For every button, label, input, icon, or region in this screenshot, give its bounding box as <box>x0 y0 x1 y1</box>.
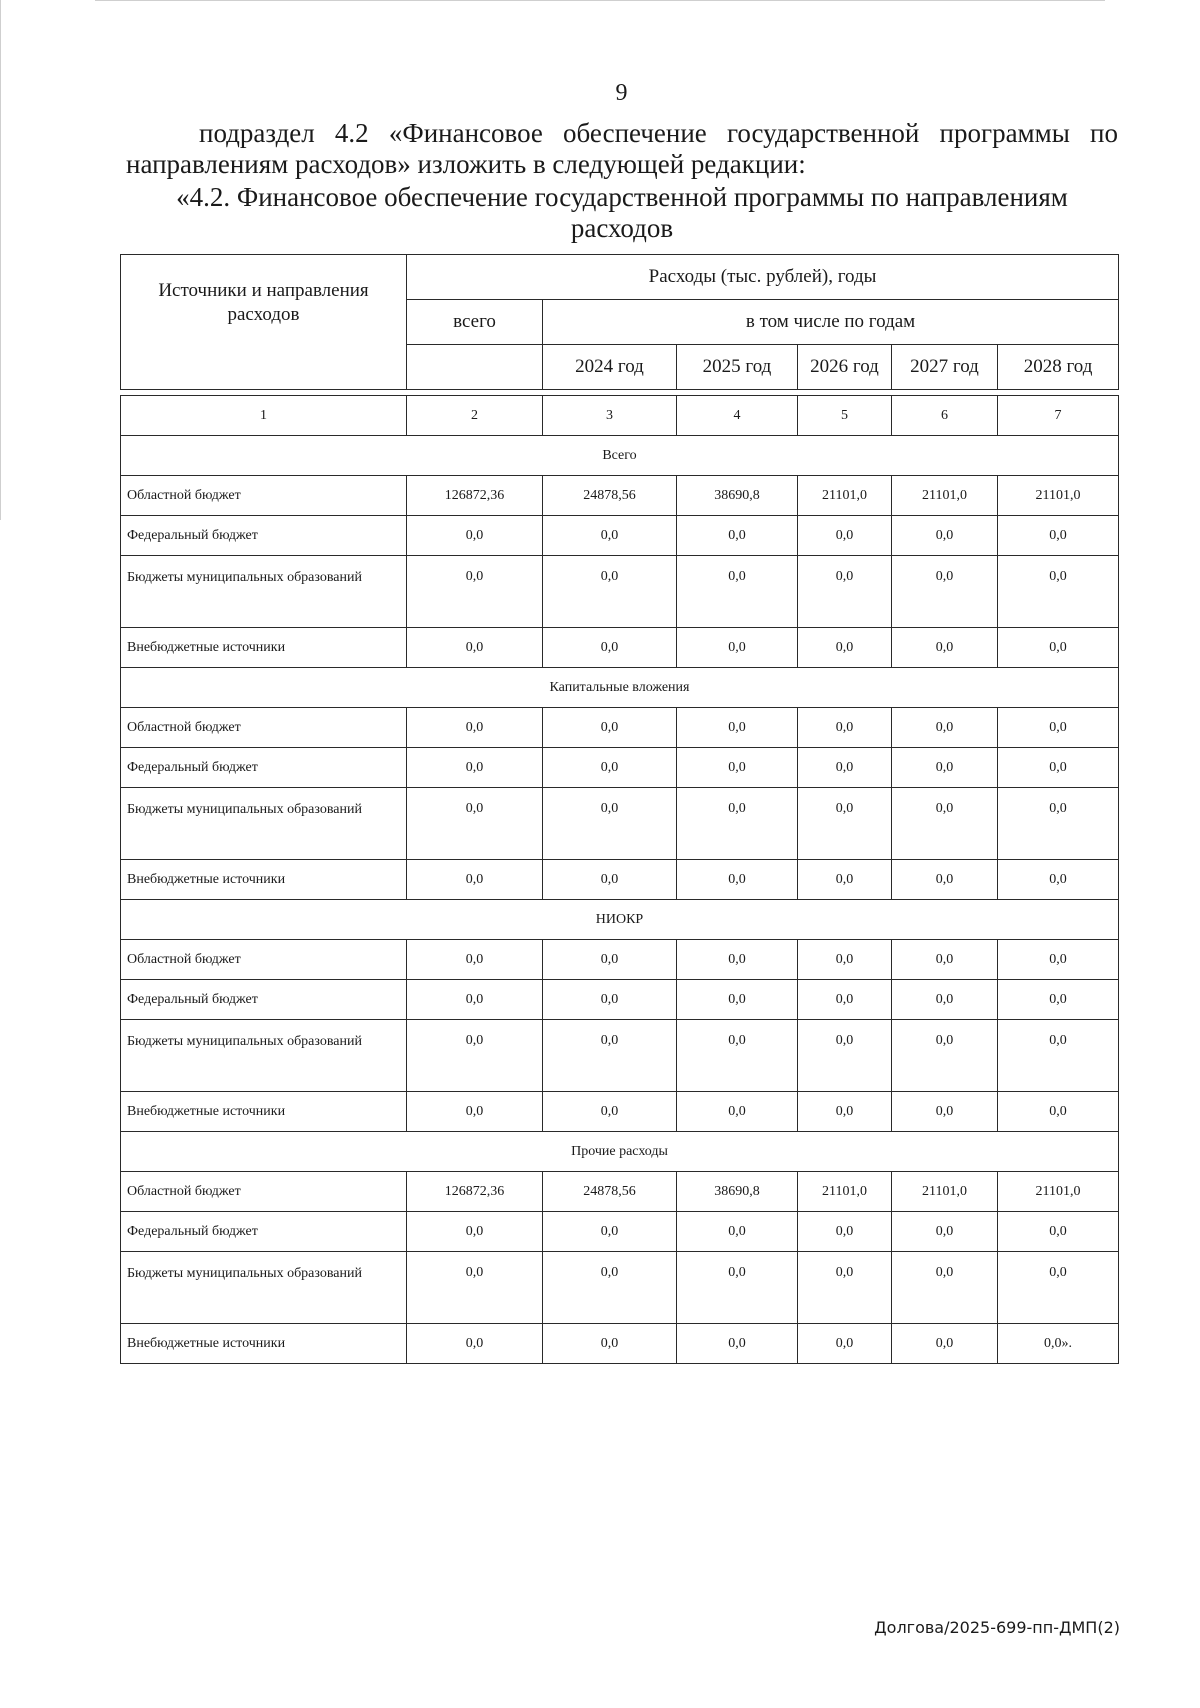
value-cell: 24878,56 <box>543 1172 677 1212</box>
value-cell: 0,0 <box>677 516 798 556</box>
value-cell: 0,0 <box>892 708 998 748</box>
value-cell: 0,0 <box>677 556 798 628</box>
value-cell: 0,0 <box>543 1324 677 1364</box>
table-row <box>121 1172 1119 1212</box>
row-label: Областной бюджет <box>121 708 407 748</box>
value-cell: 0,0 <box>798 860 892 900</box>
value-cell: 0,0 <box>407 940 543 980</box>
value-cell: 38690,8 <box>677 1172 798 1212</box>
value-cell: 21101,0 <box>892 476 998 516</box>
section-heading: «4.2. Финансовое обеспечение государственной программы по направлениям расходов <box>176 182 1068 243</box>
value-cell: 0,0 <box>407 980 543 1020</box>
table-row <box>121 1252 1119 1324</box>
value-cell: 0,0 <box>892 1324 998 1364</box>
value-cell: 0,0 <box>543 516 677 556</box>
column-number-row <box>121 396 1119 436</box>
value-cell: 24878,56 <box>543 476 677 516</box>
row-label: Внебюджетные источники <box>121 1092 407 1132</box>
value-cell: 0,0 <box>407 1212 543 1252</box>
value-cell: 0,0». <box>998 1324 1119 1364</box>
value-cell: 0,0 <box>998 1020 1119 1092</box>
value-cell: 0,0 <box>407 1252 543 1324</box>
value-cell: 0,0 <box>798 516 892 556</box>
value-cell: 0,0 <box>892 788 998 860</box>
value-cell: 21101,0 <box>998 1172 1119 1212</box>
value-cell: 0,0 <box>892 980 998 1020</box>
value-cell: 0,0 <box>998 940 1119 980</box>
value-cell: 0,0 <box>677 788 798 860</box>
value-cell: 0,0 <box>677 748 798 788</box>
value-cell: 0,0 <box>677 628 798 668</box>
table-row <box>121 940 1119 980</box>
table-header <box>120 254 1119 390</box>
row-label: Внебюджетные источники <box>121 860 407 900</box>
value-cell: 0,0 <box>998 628 1119 668</box>
total-header-blank <box>407 345 543 390</box>
value-cell: 21101,0 <box>798 476 892 516</box>
value-cell: 0,0 <box>407 1020 543 1092</box>
value-cell: 0,0 <box>407 860 543 900</box>
value-cell: 0,0 <box>543 1252 677 1324</box>
value-cell: 126872,36 <box>407 1172 543 1212</box>
table-row <box>121 556 1119 628</box>
table-row <box>121 1212 1119 1252</box>
value-cell: 0,0 <box>798 1020 892 1092</box>
value-cell: 0,0 <box>798 980 892 1020</box>
value-cell: 0,0 <box>798 788 892 860</box>
value-cell: 0,0 <box>407 1092 543 1132</box>
scan-border-top <box>95 0 1105 1</box>
value-cell: 0,0 <box>677 1092 798 1132</box>
value-cell: 0,0 <box>892 1252 998 1324</box>
row-label: Внебюджетные источники <box>121 1324 407 1364</box>
value-cell: 0,0 <box>677 860 798 900</box>
value-cell: 0,0 <box>998 980 1119 1020</box>
row-label: Внебюджетные источники <box>121 628 407 668</box>
value-cell: 0,0 <box>677 1324 798 1364</box>
value-cell: 0,0 <box>892 748 998 788</box>
year-header: 2027 год <box>892 345 998 390</box>
table-row <box>121 1092 1119 1132</box>
row-label: Бюджеты муниципальных образований <box>121 556 407 628</box>
section-title: Всего <box>121 436 1119 476</box>
value-cell: 0,0 <box>998 556 1119 628</box>
section-title: Капитальные вложения <box>121 668 1119 708</box>
value-cell: 0,0 <box>998 748 1119 788</box>
section-row <box>121 668 1119 708</box>
value-cell: 0,0 <box>407 788 543 860</box>
column-number-cell: 5 <box>798 396 892 436</box>
year-header: 2025 год <box>677 345 798 390</box>
value-cell: 0,0 <box>543 788 677 860</box>
column-number-cell: 6 <box>892 396 998 436</box>
value-cell: 0,0 <box>892 516 998 556</box>
table-row <box>121 628 1119 668</box>
document-signature: Долгова/2025-699-пп-ДМП(2) <box>874 1618 1120 1637</box>
value-cell: 0,0 <box>407 748 543 788</box>
value-cell: 0,0 <box>892 940 998 980</box>
row-label: Федеральный бюджет <box>121 748 407 788</box>
column-number-cell: 7 <box>998 396 1119 436</box>
row-label: Бюджеты муниципальных образований <box>121 1252 407 1324</box>
value-cell: 0,0 <box>892 556 998 628</box>
row-label: Областной бюджет <box>121 940 407 980</box>
row-label: Федеральный бюджет <box>121 1212 407 1252</box>
row-label: Федеральный бюджет <box>121 516 407 556</box>
row-label: Областной бюджет <box>121 476 407 516</box>
section-row <box>121 1132 1119 1172</box>
row-label: Федеральный бюджет <box>121 980 407 1020</box>
value-cell: 0,0 <box>998 1092 1119 1132</box>
year-header: 2028 год <box>998 345 1119 390</box>
intro-paragraph: подраздел 4.2 «Финансовое обеспечение государственной программы по направлениям расходов» изложить в следующей редакции: <box>126 118 1118 179</box>
table-row <box>121 476 1119 516</box>
value-cell: 0,0 <box>892 1020 998 1092</box>
value-cell: 21101,0 <box>892 1172 998 1212</box>
value-cell: 0,0 <box>543 980 677 1020</box>
value-cell: 0,0 <box>543 1212 677 1252</box>
table-row <box>121 1020 1119 1092</box>
table-row <box>121 1324 1119 1364</box>
row-label: Областной бюджет <box>121 1172 407 1212</box>
value-cell: 21101,0 <box>998 476 1119 516</box>
value-cell: 0,0 <box>543 748 677 788</box>
value-cell: 0,0 <box>543 556 677 628</box>
page-number: 9 <box>615 80 628 106</box>
value-cell: 0,0 <box>407 1324 543 1364</box>
sources-header: Источники и направления расходов <box>121 255 407 390</box>
value-cell: 38690,8 <box>677 476 798 516</box>
column-number-cell: 3 <box>543 396 677 436</box>
row-label: Бюджеты муниципальных образований <box>121 788 407 860</box>
column-number-cell: 2 <box>407 396 543 436</box>
value-cell: 0,0 <box>677 1212 798 1252</box>
value-cell: 0,0 <box>892 1092 998 1132</box>
value-cell: 0,0 <box>892 628 998 668</box>
value-cell: 0,0 <box>543 860 677 900</box>
year-header: 2024 год <box>543 345 677 390</box>
value-cell: 0,0 <box>407 556 543 628</box>
by-years-header: в том числе по годам <box>543 300 1119 345</box>
value-cell: 0,0 <box>798 708 892 748</box>
value-cell: 0,0 <box>798 628 892 668</box>
table-row <box>121 708 1119 748</box>
value-cell: 0,0 <box>543 940 677 980</box>
value-cell: 0,0 <box>798 1324 892 1364</box>
total-header: всего <box>407 300 543 345</box>
value-cell: 0,0 <box>543 1020 677 1092</box>
value-cell: 0,0 <box>798 1092 892 1132</box>
value-cell: 0,0 <box>998 1252 1119 1324</box>
value-cell: 0,0 <box>798 1252 892 1324</box>
value-cell: 0,0 <box>677 1252 798 1324</box>
value-cell: 0,0 <box>892 860 998 900</box>
value-cell: 0,0 <box>677 980 798 1020</box>
year-header: 2026 год <box>798 345 892 390</box>
value-cell: 0,0 <box>998 860 1119 900</box>
row-label: Бюджеты муниципальных образований <box>121 1020 407 1092</box>
value-cell: 0,0 <box>998 516 1119 556</box>
value-cell: 0,0 <box>407 516 543 556</box>
value-cell: 0,0 <box>892 1212 998 1252</box>
value-cell: 0,0 <box>677 708 798 748</box>
section-title: Прочие расходы <box>121 1132 1119 1172</box>
value-cell: 21101,0 <box>798 1172 892 1212</box>
value-cell: 0,0 <box>677 1020 798 1092</box>
section-title: НИОКР <box>121 900 1119 940</box>
expenses-table <box>120 395 1119 1364</box>
column-number-cell: 4 <box>677 396 798 436</box>
table-row <box>121 860 1119 900</box>
section-row <box>121 436 1119 476</box>
value-cell: 0,0 <box>407 708 543 748</box>
value-cell: 0,0 <box>998 788 1119 860</box>
value-cell: 126872,36 <box>407 476 543 516</box>
section-row <box>121 900 1119 940</box>
scan-border-left <box>0 0 1 520</box>
table-row <box>121 980 1119 1020</box>
value-cell: 0,0 <box>677 940 798 980</box>
expenses-header: Расходы (тыс. рублей), годы <box>407 255 1119 300</box>
table-row <box>121 748 1119 788</box>
value-cell: 0,0 <box>998 1212 1119 1252</box>
table-row <box>121 788 1119 860</box>
value-cell: 0,0 <box>798 748 892 788</box>
value-cell: 0,0 <box>543 708 677 748</box>
table-row <box>121 516 1119 556</box>
value-cell: 0,0 <box>543 628 677 668</box>
value-cell: 0,0 <box>798 1212 892 1252</box>
value-cell: 0,0 <box>798 940 892 980</box>
column-number-cell: 1 <box>121 396 407 436</box>
value-cell: 0,0 <box>998 708 1119 748</box>
value-cell: 0,0 <box>798 556 892 628</box>
value-cell: 0,0 <box>407 628 543 668</box>
value-cell: 0,0 <box>543 1092 677 1132</box>
